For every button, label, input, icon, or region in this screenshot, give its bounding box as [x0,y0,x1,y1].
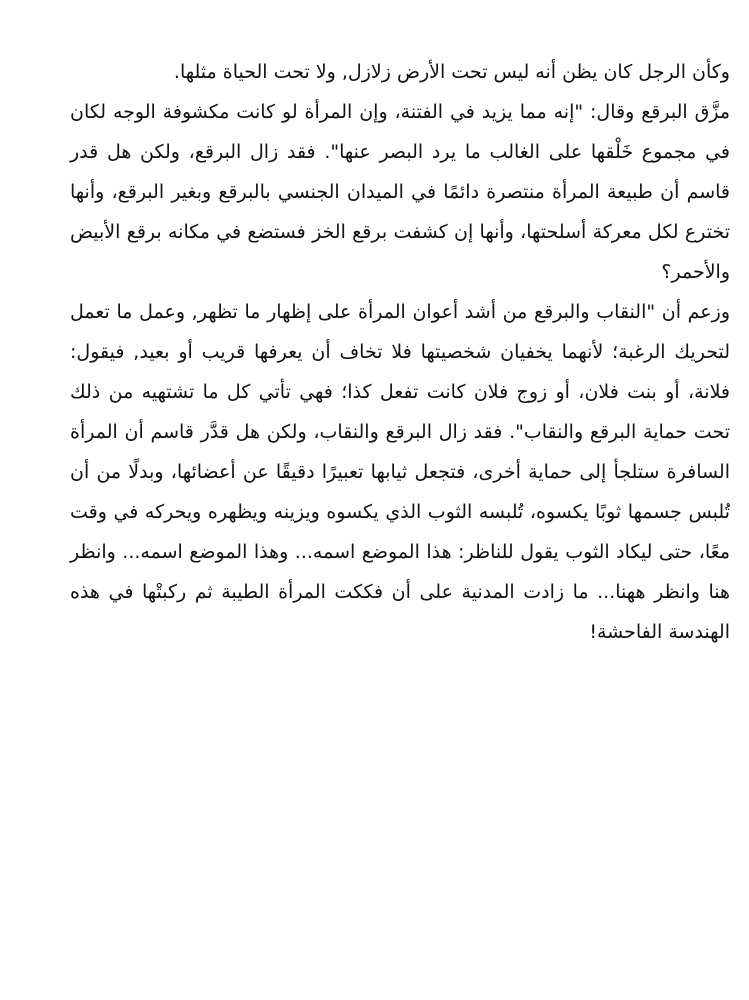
document-page [70,52,730,652]
paragraph-2: مزَّق البرقع وقال: "إنه مما يزيد في الفتنة، وإن المرأة لو كانت مكشوفة الوجه لكان في مجموع خَلْقها على الغالب ما يرد البصر عنها". فقد زال البرقع، ولكن هل قدر قاسم أن طبيعة المرأة منتصرة دائمًا في الميدان الجنسي بالبرقع وبغير البرقع، وأنها تخترع لكل معركة أسلحتها، وأنها إن كشفت برقع الخز فستضع في مكانه برقع الأبيض والأحمر؟ [70,101,730,283]
paragraph-3: وزعم أن "النقاب والبرقع من أشد أعوان المرأة على إظهار ما تظهر, وعمل ما تعمل لتحريك الرغبة؛ لأنهما يخفيان شخصيتها فلا تخاف أن يعرفها قريب أو بعيد, فيقول: فلانة، أو بنت فلان، أو زوج فلان كانت تفعل كذا؛ فهي تأتي كل ما تشتهيه من ذلك تحت حماية البرقع والنقاب". فقد زال البرقع والنقاب، ولكن هل قدَّر قاسم أن المرأة السافرة ستلجأ إلى حماية أخرى، فتجعل ثيابها تعبيرًا دقيقًا عن أعضائها، وبدلًا من أن تُلبس جسمها ثوبًا يكسوه، تُلبسه الثوب الذي يكسوه ويزينه ويظهره ويحركه في وقت معًا، حتى ليكاد الثوب يقول للناظر: هذا الموضع اسمه... وهذا الموضع اسمه... وانظر هنا وانظر ههنا... ما زادت المدنية على أن فككت المرأة الطيبة ثم ركبتْها في هذه الهندسة الفاحشة! [70,301,730,643]
paragraph-1: وكأن الرجل كان يظن أنه ليس تحت الأرض زلازل, ولا تحت الحياة مثلها. [173,61,730,83]
